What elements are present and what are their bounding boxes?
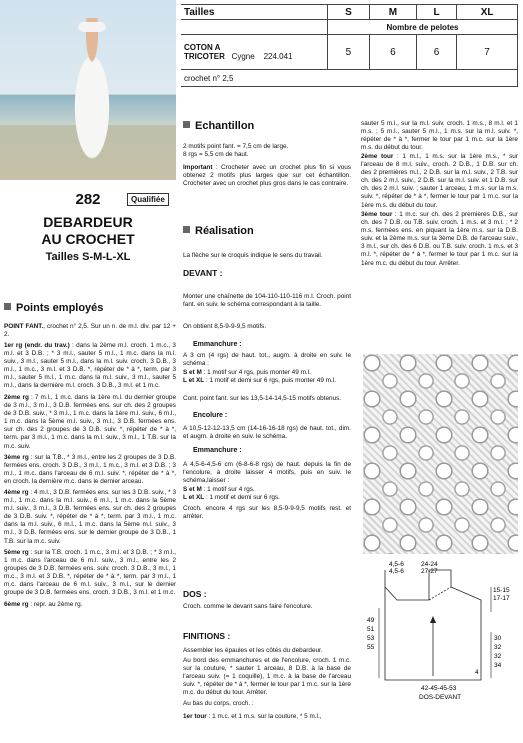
paragraph: Assembler les épaules et les côtés du debardeur.	[183, 647, 323, 654]
paragraph: Au bord des emmanchures et de l'encolure, croch. 1 m.c. sur la couture, * sauter 1 arceau, 8 D.B. à la base de l'arceau suiv. (= 1 coquille), 1 m.c. à la base de l'arceau suiv. *, répéter de * à *, fermer le tour par 1 m.c. sur la 1ère m.c. du début du tour. Arrêter.	[183, 657, 351, 697]
paragraph: L et XL : 1 motif et demi sur 6 rgs.	[183, 494, 280, 501]
hook-size: crochet n° 2,5	[181, 70, 518, 87]
dim-side: 4	[475, 669, 479, 676]
size-l: L	[416, 5, 456, 20]
paragraph: S et M : 1 motif sur 4 rgs.	[183, 486, 255, 493]
paragraph: Croch. encore 4 rgs sur les 8,5-9-9-9,5 motifs rest. et arrêter.	[183, 505, 351, 521]
dim-right-val-2: 32	[494, 653, 502, 660]
paragraph: S et M : 1 motif sur 4 rgs, puis monter 49 m.l.	[183, 369, 311, 376]
balls-s: 5	[328, 35, 370, 70]
model-photo	[0, 0, 176, 180]
paragraph: L et XL : 1 motif et demi sur 6 rgs, puis monter 49 m.l.	[183, 377, 336, 384]
balls-xl: 7	[457, 35, 518, 70]
square-bullet-icon	[4, 303, 11, 310]
paragraph: 5ème rg : sur la T.B. croch. 1 m.c., 3 m.l. et 3 D.B. ; * 3 m.l., 1 m.c. dans l'arceau de 6 m.l. suiv., 3 m.l., entre les 2 groupes de 3 D.B. fermées ens. suiv. croch. 3 D.B., 3 m.l., 1 m.c., 3 m.l. et 3 D.B. *, répéter de * à *, term. par 3 m.l., 1 m.c. dans l'arceau de 6 m.l. suiv., 3 m.l., sur le dernier groupe de 3 D.B. fermées ens. croch. 3 D.B., 3 m.l. et 1 m.c.	[4, 549, 176, 597]
paragraph: 1er tour : 1 m.c. et 1 m.s. sur la couture, * 5 m.l.,	[183, 713, 322, 720]
paragraph: A 3 cm (4 rgs) de haut. tot., augm. à droite en suiv. le schéma :	[183, 352, 351, 368]
subheading-dos: DOS :	[183, 589, 207, 599]
square-bullet-icon	[183, 226, 190, 233]
paragraph: 4ème rg : 4 m.l., 3 D.B. fermées ens. sur les 3 D.B. suiv., * 3 m.l., 1 m.c. dans la m.l. suiv., 6 m.l., 1 m.c. dans la 5ème m.l. suiv., 3 m.l., 3 D.B. fermées ens. sur ch. des 2 groupes de 3 D.B. suiv. *, répéter de * à *, term. par 3 m.l., 1 m.c. dans la m.l. suiv., 6 m.l., 1 m.c. dans la 5ème m.l. suiv., 3 m.l., 3 D.B. fermées ens. sur le dernier groupe de 3 D.B., 1 T.B. sur la m.c. suiv.	[4, 489, 177, 545]
paragraph: Monter une chaînette de 104-110-110-116 m.l. Croch. point fant. en suiv. le schéma correspondant à la taille.	[183, 293, 351, 309]
page-title: DEBARDEUR AU CROCHET	[41, 214, 135, 247]
square-bullet-icon	[183, 121, 190, 128]
balls-subheader: Nombre de pelotes	[328, 20, 518, 35]
size-s: S	[328, 5, 370, 20]
table-header-sizes: Tailles	[181, 5, 328, 20]
paragraph: A 4,5-6-4,5-6 cm (6-8-6-8 rgs) de haut. depuis la fin de l'encolure, à droite laisser 4 motifs, puis en suiv. le schéma,laisser :	[183, 461, 351, 485]
paragraph: A 10,5-12-12-13,5 cm (14-16-16-18 rgs) de haut. tot., dim. et augm. à droite en suiv. le schéma.	[183, 425, 351, 441]
paragraph: POINT FANT., crochet n° 2,5. Sur un n. de m.l. div. par 12 + 2.	[4, 323, 177, 339]
paragraph: 1er rg (endr. du trav.) : dans la 2ème m.l. croch. 1 m.c., 3 m.l. et 3 D.B. ; * 3 m.l., sauter 5 m.l., 1 m.c. dans la m.l. suiv., 3 m.l., sauter 5 m.l., dans la m.l. suiv. croch. 3 D.B., 3 m.l., 1 m.c., 3 m.l. et 3 D.B. *, répéter de * à *, term. par 3 m.l., sauter 5 m.l., 1 m.c. dans la m.l. suiv., 3 m.l., sauter 5 m.l., dans la dernière m.l. croch. 3 D.B., 3 m.l. et 1 m.c.	[4, 342, 176, 390]
subheading-devant: DEVANT :	[183, 268, 223, 278]
dim-right-val-3: 34	[494, 662, 502, 669]
arrow-head-icon	[430, 616, 436, 623]
paragraph: On obtient 8,5-9-9-9,5 motifs.	[183, 323, 267, 330]
schematic-diagram	[363, 560, 518, 740]
section-realisation: Réalisation	[183, 225, 254, 237]
dim-top-left-2: 4,5-6	[389, 568, 404, 575]
dim-bottom: 42-45-45-53	[421, 685, 457, 692]
stitch-sample-photo	[363, 354, 518, 554]
yarn-row-label: COTON A TRICOTER Cygne 224.041	[181, 35, 328, 70]
subheading-emm1: Emmanchure :	[193, 341, 242, 348]
quality-badge: Qualifiée	[127, 193, 169, 206]
paragraph: Au bas du corps, croch. :	[183, 700, 254, 707]
dim-left-1: 51	[367, 626, 375, 633]
neckline-back	[429, 587, 451, 600]
pattern-number: 282	[75, 191, 101, 208]
yarn-size-table	[181, 4, 518, 87]
dim-top-mid: 24-24	[421, 561, 438, 568]
dim-top-mid-2: 27-27	[421, 568, 438, 575]
dim-right-1: 15-15	[493, 587, 510, 594]
dim-right-2: 17-17	[493, 595, 510, 602]
paragraph: Important : Crocheter avec un crochet plus fin si vous obtenez 2 motifs plus larges que sur cet échantillon. Crocheter avec un crochet plus gros dans le cas contraire.	[183, 164, 351, 188]
size-m: M	[369, 5, 416, 20]
dim-top-left: 4,5-6	[389, 561, 404, 568]
paragraph: Cont. point fant. sur les 13,5-14-14,5-15 motifs obtenus.	[183, 395, 342, 402]
subheading-encolure: Encolure :	[193, 412, 228, 419]
balls-l: 6	[416, 35, 456, 70]
paragraph: Croch. comme le devant sans faire l'encolure.	[183, 603, 313, 610]
dim-right-val-0: 30	[494, 635, 502, 642]
paragraph: 6ème rg : repr. au 2ème rg.	[4, 601, 83, 608]
paragraph: La flèche sur le croquis indique le sens du travail.	[183, 252, 323, 259]
section-points-employes: Points employés	[4, 302, 103, 314]
sizes-subtitle: Tailles S-M-L-XL	[45, 251, 131, 263]
paragraph: 3ème tour : 1 m.c. sur ch. des 2 premières D.B., sur ch. des 7 D.B. ou T.B. suiv. croch. 1 m.s. et 3 m.l. ; * 2 m.s. fermées ens. en piquant la 1ère m.s. sur la D.B. suiv. et la 2ème m.s. sur la 3ème D.B. de l'arceau suiv., 3 m.l., sur ch. des 6 D.B. ou T.B. suiv. croch. 1 m.s. et 3 m.l. *, répéter de * à *, fermer le tour par 1 m.c. sur la 1ère m.c. du début du tour. Arrêter.	[361, 211, 518, 267]
size-xl: XL	[457, 5, 518, 20]
dim-right-val-1: 32	[494, 644, 502, 651]
dim-left-0: 49	[367, 617, 375, 624]
paragraph: 2 motifs point fant. = 7,5 cm de large.	[183, 143, 289, 150]
section-echantillon: Echantillon	[183, 120, 254, 132]
paragraph: sauter 5 m.l., sur la m.l. suiv. croch. 1 m.s., 8 m.l. et 1 m.s. ; 5 m.l., sauter 5 m.l., 1 m.s. sur la m.l. suiv. *, répéter de * à *, fermer le tour par 1 m.c. sur la 1ère m.s. du début du tour.	[361, 120, 518, 152]
dim-left-2: 53	[367, 635, 375, 642]
paragraph: 8 rgs = 5,5 cm de haut.	[183, 151, 249, 158]
dim-left-3: 55	[367, 644, 375, 651]
paragraph: 3ème rg : sur la T.B., * 3 m.l., entre les 2 groupes de 3 D.B. fermées ens. croch. 3 D.B., 3 m.l., 1 m.c., 3 m.l. et 3 D.B. ; 3 m.l., 1 m.c. dans l'arceau de 6 m.l. suiv. *, répéter de * à *, en croch. la dernière m.c. dans le dernier arceau.	[4, 454, 176, 486]
balls-m: 6	[369, 35, 416, 70]
schema-label: DOS-DEVANT	[419, 694, 462, 701]
paragraph: 2ème rg : 7 m.l., 1 m.c. dans la 1ère m.l. du dernier groupe de 3 m.l., 3 m.l., 3 D.B. fermées ens. sur ch. des 2 groupes de 3 D.B. suiv., * 3 m.l., 1 m.c. dans la 1ère m.l. suiv., 6 m.l., 1 m.c. dans la 5ème m.l. suiv., 3 m.l., 3 D.B. fermées ens. sur ch. des 2 groupes de 3 D.B. suiv. *, répéter de * à *, term. par 3 m.l., 1 m.c. dans la m.l. suiv., 3 m.l., 1 T.B. sur la m.c. suiv.	[4, 394, 177, 450]
paragraph: 2ème tour : 1 m.l., 1 m.s. sur la 1ère m.s., * sur l'arceau de 8 m.l. suiv., croch. 2 D.B., 1 D.B. sur ch. des 2 premières m.l., 2 D.B. sur la m.l. suiv., 2 T.B. sur ch. des 2 m.l. suiv., 2 D.B. sur la m.l. suiv. et 1 D.B. sur ch. des 2 m.l. suiv. ; sauter 1 arceau, 1 m.s. sur la m.s. suiv. *, répéter de * à *, fermer le tour par 1 m.c. sur la 1ère m.s. du début du tour.	[361, 153, 518, 209]
subheading-emm2: Emmanchure :	[193, 447, 242, 454]
subheading-finitions: FINITIONS :	[183, 631, 231, 641]
